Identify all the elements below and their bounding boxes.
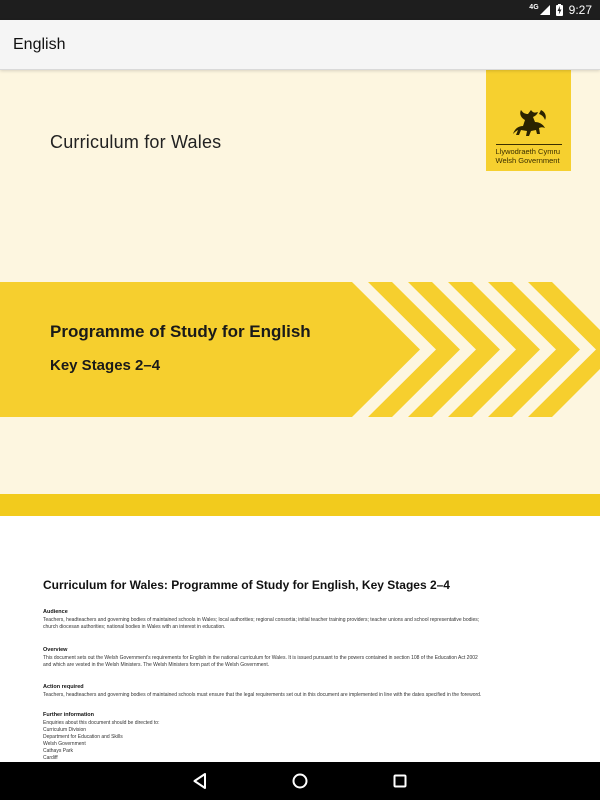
page2-heading: Curriculum for Wales: Programme of Study for English, Key Stages 2–4 — [43, 578, 450, 592]
welsh-government-logo — [486, 70, 571, 171]
section-line: Curriculum Division — [43, 727, 87, 733]
section-audience — [43, 609, 563, 631]
section-line: This document sets out the Welsh Government's requirements for English in the national curriculum for Wales. It is issued pursuant to the powers contained in section 108 of the Education Act 2002 — [43, 655, 478, 661]
section-line: church diocesan authorities; national bodies in Wales with an interest in education. — [43, 624, 226, 630]
section-label: Action required — [43, 684, 84, 690]
programme-title: Programme of Study for English — [50, 322, 311, 341]
pdf-viewer[interactable] — [0, 70, 600, 762]
key-stages-subtitle: Key Stages 2–4 — [50, 357, 161, 374]
cover-footer-strip — [0, 494, 600, 516]
network-type-label: 4G — [529, 3, 539, 11]
section-label: Audience — [43, 609, 68, 615]
section-line: Welsh Government — [43, 741, 86, 747]
battery-charging-icon — [556, 4, 563, 16]
logo-text-english: Welsh Government — [495, 156, 560, 165]
section-line: Enquiries about this document should be directed to: — [43, 720, 160, 726]
home-icon — [292, 773, 308, 789]
app-bar — [0, 20, 600, 70]
section-overview — [43, 647, 563, 669]
section-line: Department for Education and Skills — [43, 734, 123, 740]
logo-divider — [496, 144, 562, 145]
dragon-icon — [507, 104, 551, 140]
cover-title: Curriculum for Wales — [50, 132, 222, 152]
section-further-information — [43, 712, 563, 762]
recents-button[interactable] — [350, 762, 450, 800]
navigation-bar — [0, 762, 600, 800]
section-label: Further information — [43, 712, 95, 718]
section-line: Cardiff — [43, 755, 58, 761]
home-button[interactable] — [250, 762, 350, 800]
chevron-band — [0, 282, 600, 417]
section-label: Overview — [43, 647, 68, 653]
recents-icon — [393, 774, 407, 788]
document-page-2 — [0, 516, 600, 762]
section-line: Teachers, headteachers and governing bodies of maintained schools in Wales; local authorities; regional consortia; initial teacher training providers; teacher unions and school representative bodies; — [43, 617, 480, 623]
back-icon — [193, 773, 207, 789]
document-title: English — [13, 35, 66, 53]
section-action-required — [43, 684, 563, 699]
signal-icon — [529, 5, 549, 15]
status-bar — [0, 0, 600, 20]
section-line: and which are vested in the Welsh Ministers. The Welsh Ministers form part of the Welsh Government. — [43, 662, 270, 668]
cover-page — [0, 70, 600, 516]
section-line: Cathays Park — [43, 748, 74, 754]
back-button[interactable] — [150, 762, 250, 800]
clock: 9:27 — [568, 3, 592, 17]
section-line: Teachers, headteachers and governing bodies of maintained schools must ensure that the legal requirements set out in this document are implemented in line with the dates specified in the foreword. — [43, 692, 482, 698]
logo-text-welsh: Llywodraeth Cymru — [495, 147, 561, 156]
